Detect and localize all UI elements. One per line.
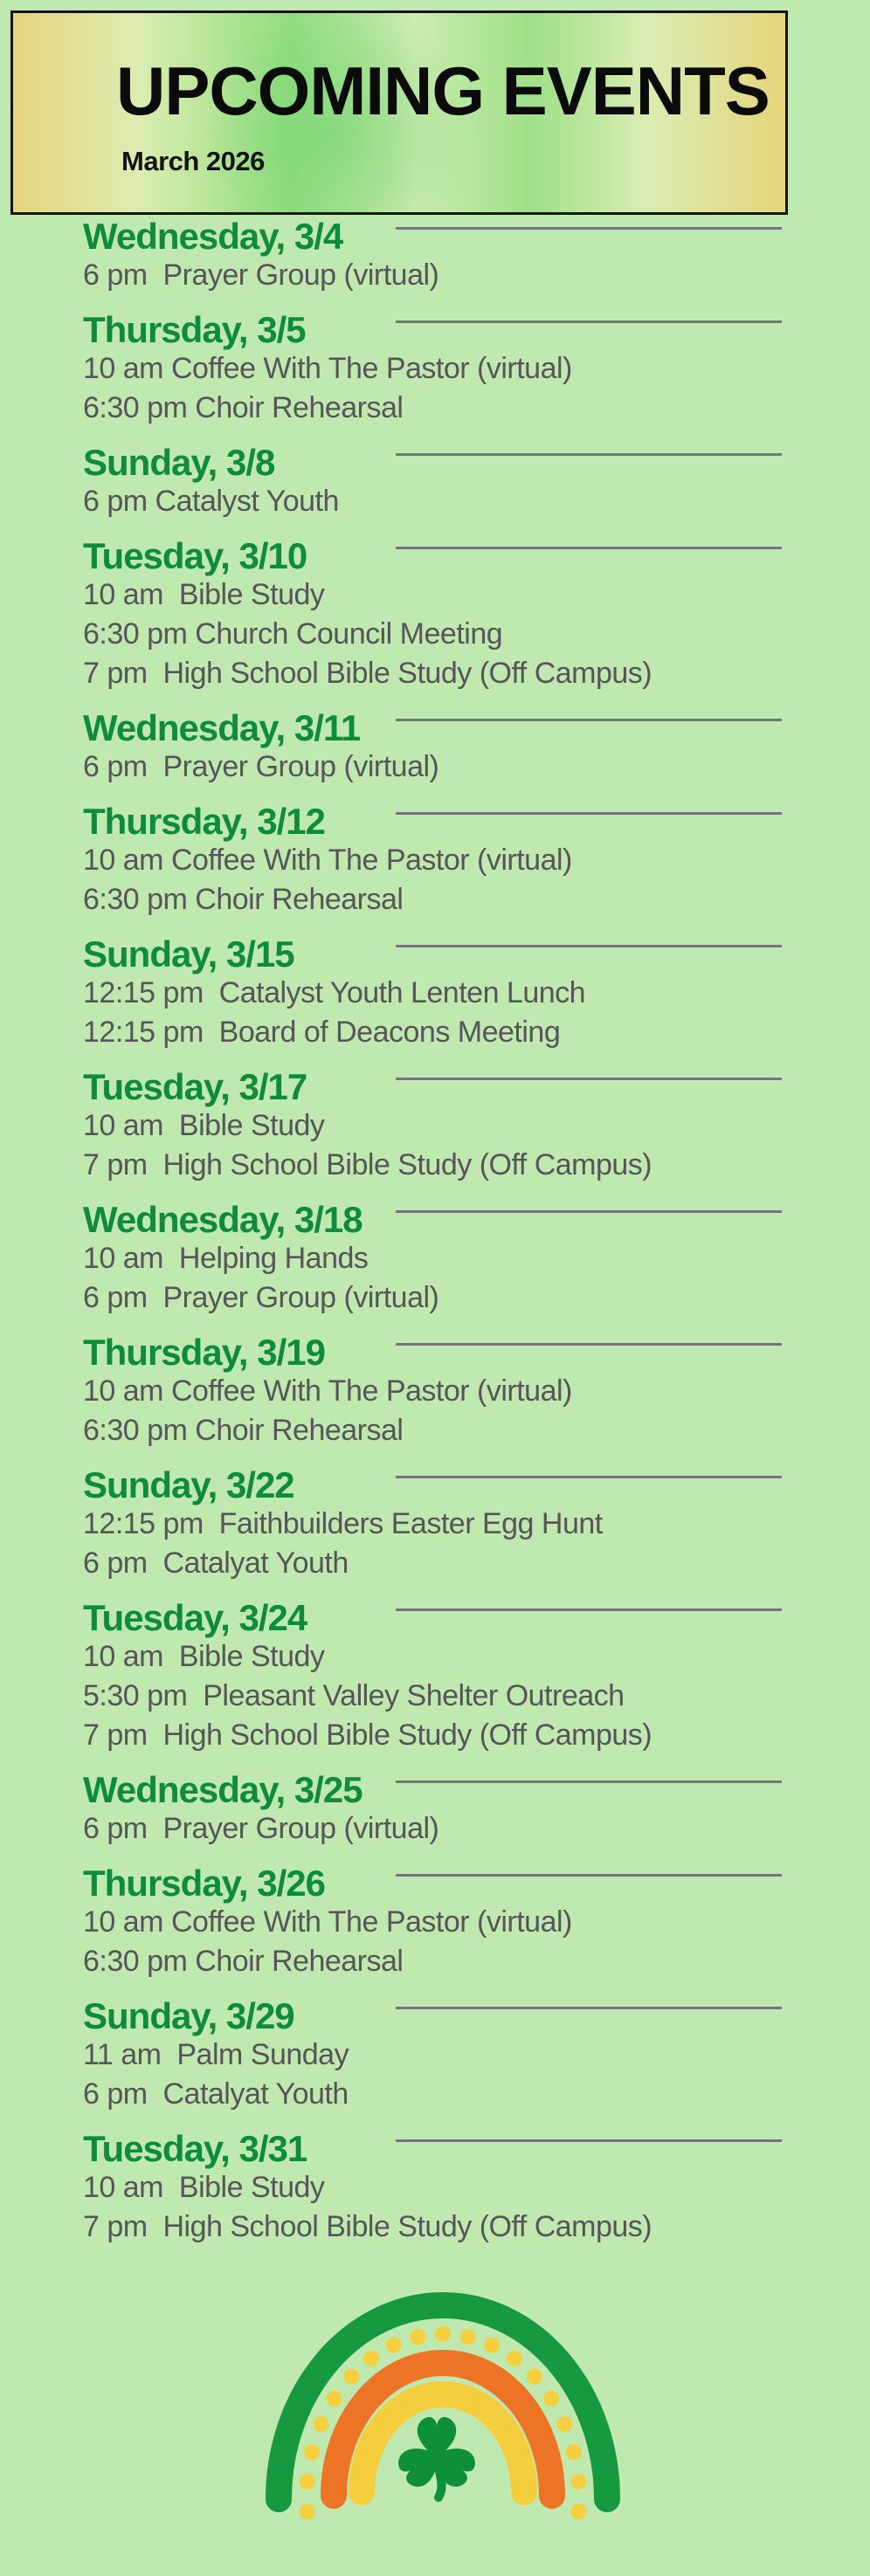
event-item: 12:15 pm Faithbuilders Easter Egg Hunt — [83, 1507, 603, 1540]
day-date-label: Wednesday, 3/11 — [83, 707, 361, 748]
rainbow-dot — [304, 2444, 320, 2460]
rainbow-dot — [484, 2338, 500, 2353]
page-title: UPCOMING EVENTS — [116, 52, 770, 129]
day-date-label: Tuesday, 3/31 — [83, 2128, 307, 2169]
event-item: 7 pm High School Bible Study (Off Campus) — [83, 2210, 652, 2243]
divider-line — [396, 1343, 782, 1346]
divider-line — [396, 547, 782, 549]
event-item: 10 am Bible Study — [83, 578, 325, 611]
rainbow-dot — [343, 2369, 359, 2385]
event-item: 10 am Coffee With The Pastor (virtual) — [83, 352, 572, 385]
day-block — [83, 1863, 792, 1981]
event-item: 6:30 pm Choir Rehearsal — [83, 1945, 404, 1978]
day-heading — [83, 2129, 792, 2168]
day-date-label: Tuesday, 3/24 — [83, 1597, 307, 1638]
rainbow-dot — [410, 2329, 425, 2345]
day-date-label: Thursday, 3/26 — [83, 1863, 326, 1904]
rainbow-dot — [300, 2474, 315, 2490]
event-item: 10 am Bible Study — [83, 2171, 325, 2204]
day-block — [83, 2129, 792, 2247]
rainbow-dot — [543, 2391, 559, 2407]
divider-line — [396, 2139, 782, 2142]
day-block — [83, 1067, 792, 1185]
day-block — [83, 1770, 792, 1849]
divider-line — [396, 453, 782, 456]
day-date-label: Wednesday, 3/18 — [83, 1199, 362, 1240]
divider-line — [396, 1078, 782, 1080]
day-heading — [83, 708, 792, 747]
day-block — [83, 217, 792, 295]
divider-line — [396, 1608, 782, 1611]
rainbow-dot — [570, 2504, 586, 2519]
day-date-label: Thursday, 3/5 — [83, 309, 306, 350]
day-heading — [83, 1200, 792, 1239]
day-date-label: Wednesday, 3/4 — [83, 216, 343, 257]
event-item: 7 pm High School Bible Study (Off Campus) — [83, 1718, 652, 1752]
day-heading — [83, 1996, 792, 2035]
event-item: 6:30 pm Choir Rehearsal — [83, 883, 404, 916]
divider-line — [396, 320, 782, 323]
divider-line — [396, 2007, 782, 2009]
day-block — [83, 708, 792, 787]
event-item: 7 pm High School Bible Study (Off Campus) — [83, 1148, 652, 1181]
event-item: 7 pm High School Bible Study (Off Campus) — [83, 657, 652, 690]
day-heading — [83, 802, 792, 841]
rainbow-dot — [556, 2416, 572, 2432]
day-date-label: Thursday, 3/12 — [83, 801, 326, 842]
day-block — [83, 310, 792, 428]
day-date-label: Sunday, 3/15 — [83, 933, 294, 975]
day-block — [83, 1598, 792, 1755]
rainbow-dot — [566, 2444, 582, 2460]
day-date-label: Sunday, 3/8 — [83, 442, 275, 483]
rainbow-dot — [363, 2351, 379, 2366]
day-heading — [83, 1465, 792, 1505]
divider-line — [396, 945, 782, 947]
event-item: 6 pm Prayer Group (virtual) — [83, 1281, 439, 1314]
day-block — [83, 934, 792, 1052]
day-block — [83, 1465, 792, 1583]
event-item: 12:15 pm Board of Deacons Meeting — [83, 1016, 561, 1049]
divider-line — [396, 1476, 782, 1478]
divider-line — [396, 1780, 782, 1783]
divider-line — [396, 812, 782, 815]
event-item: 5:30 pm Pleasant Valley Shelter Outreach — [83, 1679, 625, 1712]
event-item: 10 am Coffee With The Pastor (virtual) — [83, 1905, 572, 1939]
day-heading — [83, 1067, 792, 1106]
events-list — [83, 217, 792, 2262]
day-heading — [83, 1863, 792, 1903]
day-block — [83, 1996, 792, 2114]
event-item: 6:30 pm Choir Rehearsal — [83, 1414, 404, 1447]
st-patricks-rainbow-graphic — [259, 2270, 626, 2550]
day-date-label: Wednesday, 3/25 — [83, 1769, 362, 1810]
event-item: 6 pm Prayer Group (virtual) — [83, 750, 439, 783]
rainbow-dot — [507, 2351, 522, 2366]
event-item: 6 pm Prayer Group (virtual) — [83, 258, 439, 292]
rainbow-dot — [386, 2338, 402, 2353]
divider-line — [396, 719, 782, 721]
event-item: 10 am Bible Study — [83, 1109, 325, 1142]
day-block — [83, 1333, 792, 1450]
rainbow-dot — [435, 2326, 451, 2342]
day-heading — [83, 310, 792, 349]
event-item: 6 pm Prayer Group (virtual) — [83, 1812, 439, 1845]
day-heading — [83, 1333, 792, 1372]
header-banner — [10, 10, 788, 215]
event-item: 6:30 pm Choir Rehearsal — [83, 391, 404, 424]
rainbow-dot — [460, 2329, 476, 2345]
day-heading — [83, 1770, 792, 1809]
day-block — [83, 802, 792, 920]
rainbow-dot — [314, 2416, 329, 2432]
rainbow-dot — [327, 2391, 342, 2407]
event-item: 11 am Palm Sunday — [83, 2038, 349, 2071]
day-heading — [83, 536, 792, 575]
day-heading — [83, 217, 792, 256]
event-item: 6:30 pm Church Council Meeting — [83, 617, 503, 651]
divider-line — [396, 1210, 782, 1213]
day-heading — [83, 1598, 792, 1637]
shamrock-icon — [394, 2417, 480, 2497]
day-date-label: Sunday, 3/29 — [83, 1995, 294, 2036]
day-date-label: Sunday, 3/22 — [83, 1464, 294, 1505]
day-date-label: Tuesday, 3/10 — [83, 535, 307, 576]
day-block — [83, 536, 792, 693]
day-date-label: Thursday, 3/19 — [83, 1332, 326, 1373]
day-heading — [83, 443, 792, 482]
event-item: 6 pm Catalyat Youth — [83, 1546, 349, 1580]
day-block — [83, 443, 792, 521]
event-item: 6 pm Catalyst Youth — [83, 485, 339, 518]
event-item: 10 am Bible Study — [83, 1640, 325, 1673]
day-heading — [83, 934, 792, 974]
rainbow-dot — [570, 2474, 586, 2490]
event-item: 12:15 pm Catalyst Youth Lenten Lunch — [83, 976, 586, 1009]
event-item: 10 am Helping Hands — [83, 1242, 369, 1275]
event-item: 10 am Coffee With The Pastor (virtual) — [83, 1374, 572, 1408]
rainbow-dot — [300, 2504, 315, 2519]
day-date-label: Tuesday, 3/17 — [83, 1066, 307, 1107]
event-item: 6 pm Catalyat Youth — [83, 2077, 349, 2111]
rainbow-dot — [527, 2369, 542, 2385]
day-block — [83, 1200, 792, 1318]
divider-line — [396, 1874, 782, 1877]
divider-line — [396, 227, 782, 230]
event-item: 10 am Coffee With The Pastor (virtual) — [83, 844, 572, 877]
page-subtitle: March 2026 — [121, 146, 265, 176]
